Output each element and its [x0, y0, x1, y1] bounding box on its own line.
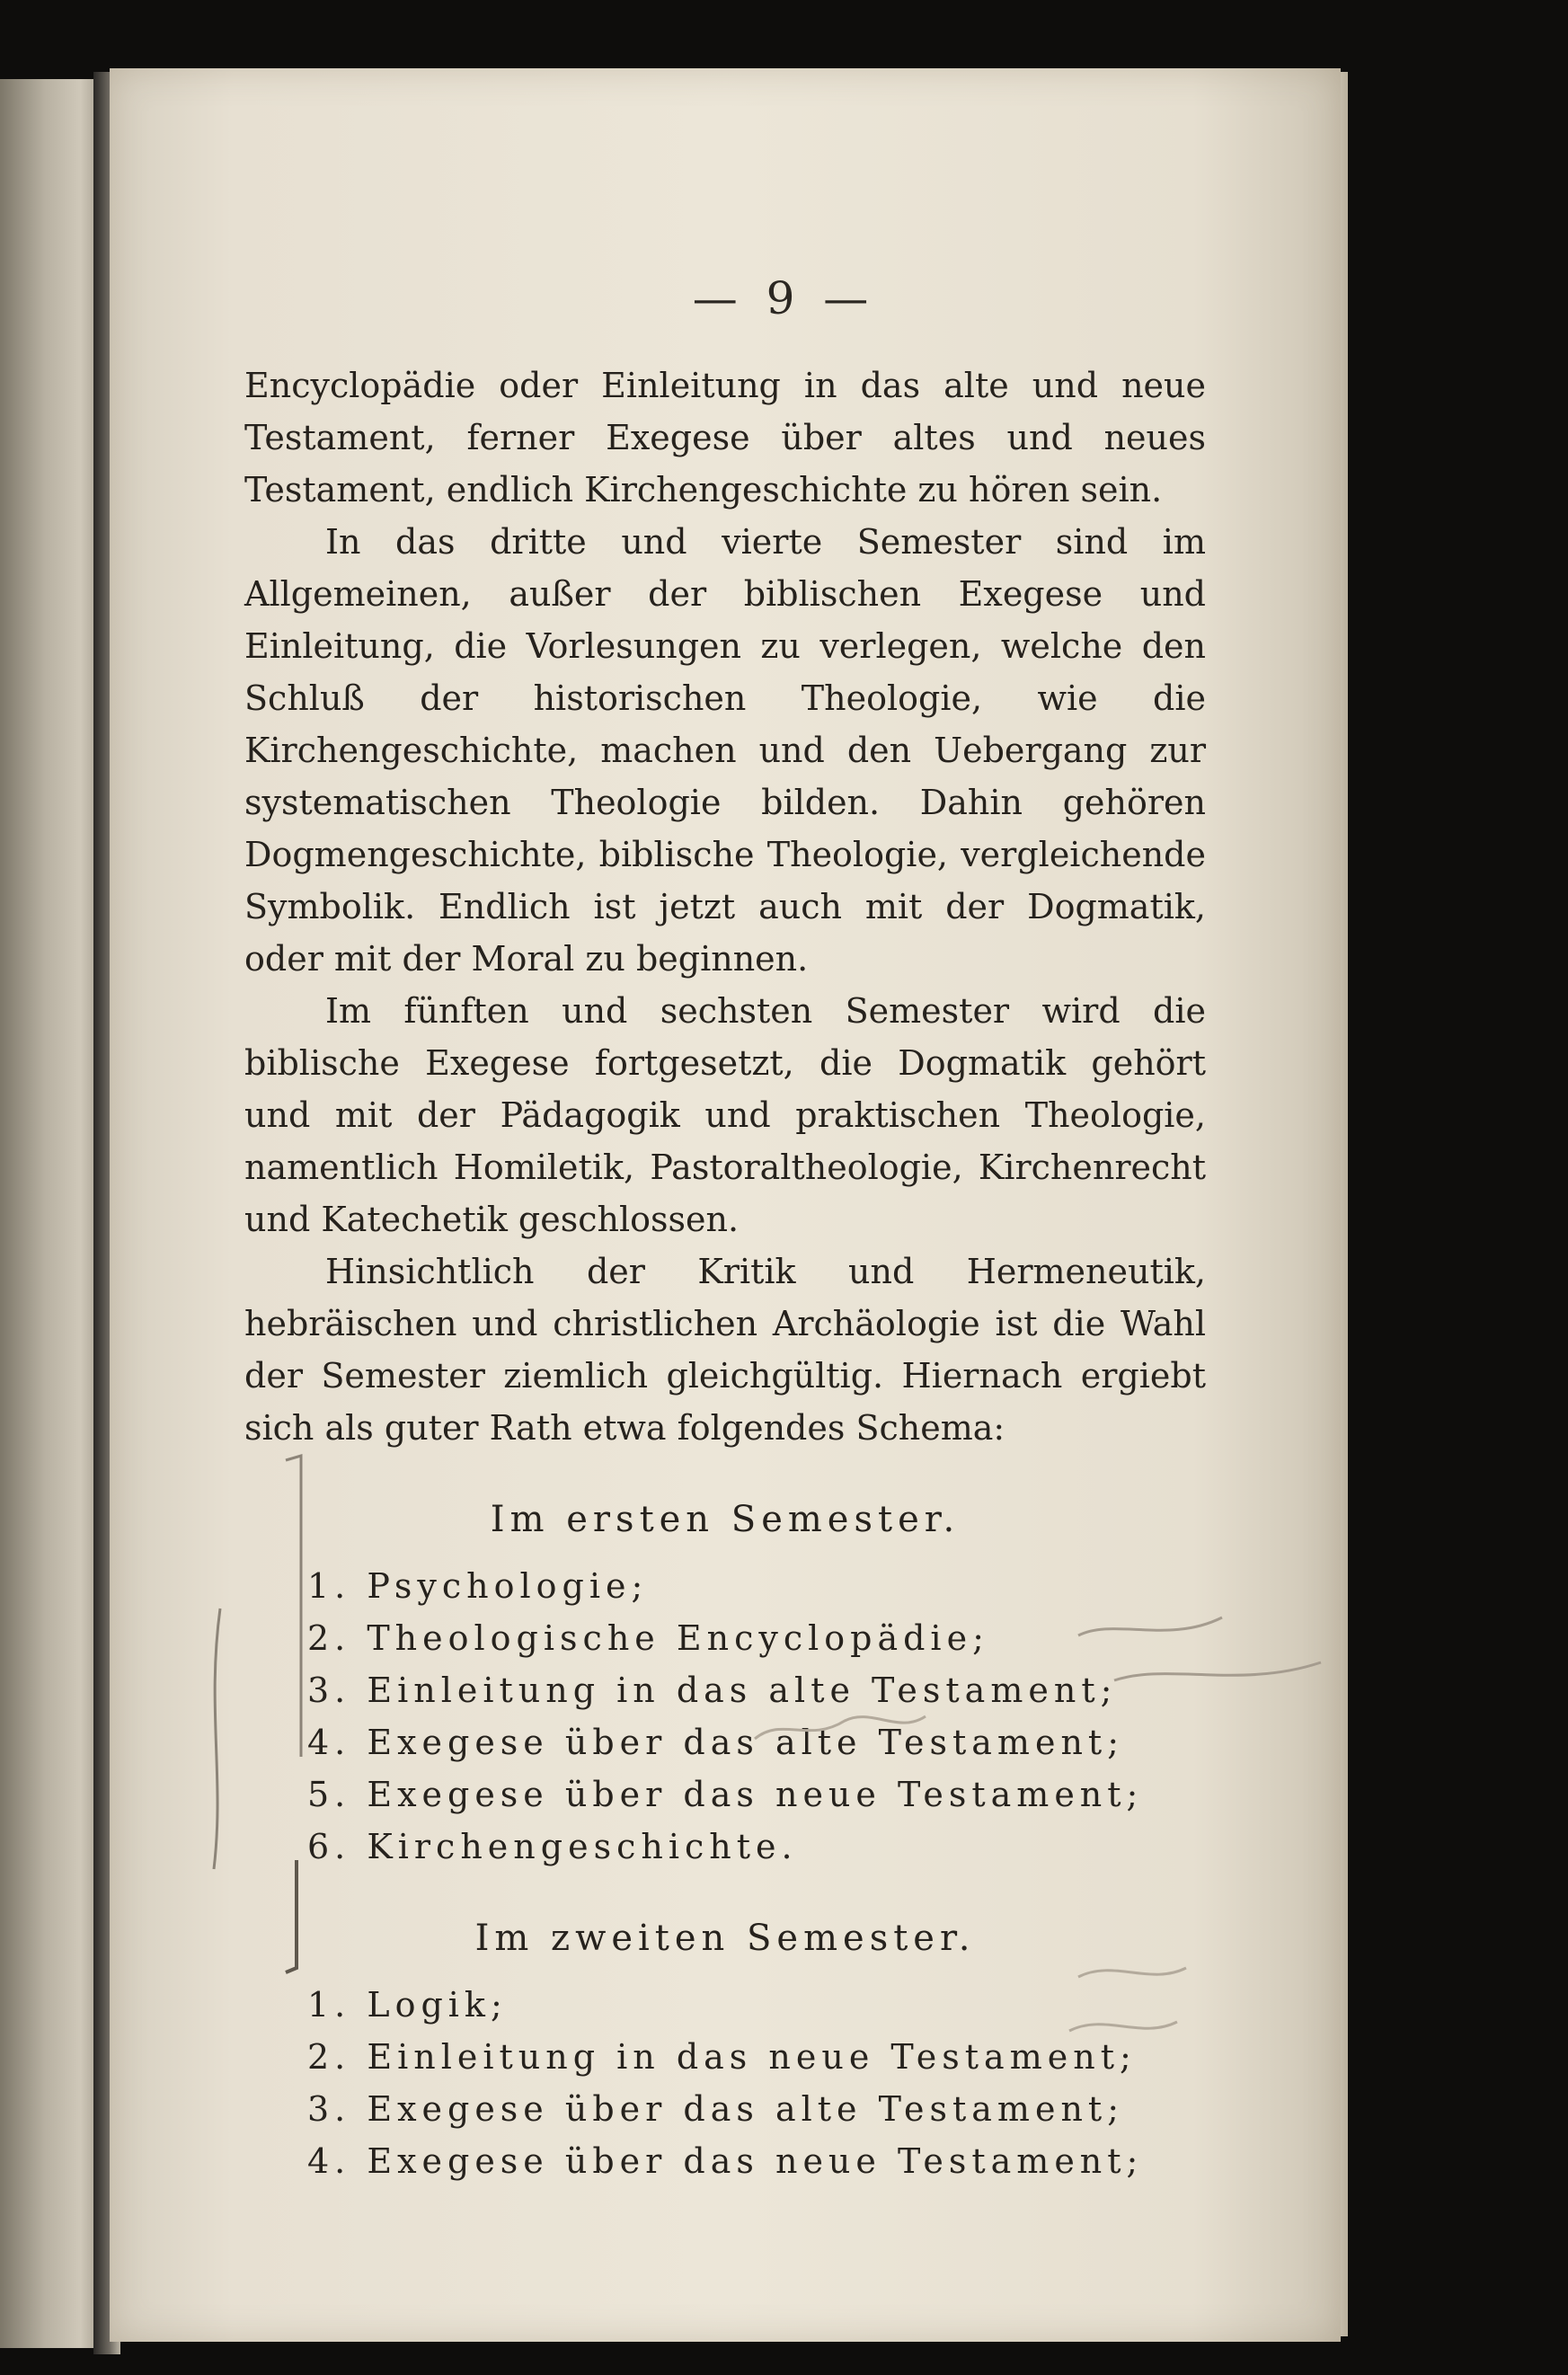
paragraph: Hinsichtlich der Kritik und Hermeneutik, hebräischen und christlichen Archäologie ist die Wahl der Semester ziemlich gleichgültig. Hiernach ergiebt sich als guter Rath etwa folgendes Schema:: [244, 1252, 1206, 1448]
section-heading: Im ersten Semester.: [490, 1499, 961, 1540]
list-item: 3. Einleitung in das alte Testament;: [307, 1670, 1118, 1710]
list-item: 4. Exegese über das alte Testament;: [307, 1723, 1124, 1762]
page-body: [244, 359, 1206, 2187]
paragraph: Encyclopädie oder Einleitung in das alte und neue Testament, ferner Exegese über altes und neues Testament, endlich Kirchengeschichte zu hören sein.: [244, 366, 1206, 510]
list-item: 6. Kirchengeschichte.: [307, 1827, 798, 1866]
page-number: — 9 —: [692, 272, 876, 324]
course-list: [244, 1560, 1206, 1873]
section-heading: Im zweiten Semester.: [474, 1918, 976, 1959]
list-item: 2. Einleitung in das neue Testament;: [307, 2037, 1137, 2077]
course-list: [244, 1979, 1206, 2187]
paragraph: Im fünften und sechsten Semester wird die biblische Exegese fortgesetzt, die Dogmatik gehört und mit der Pädagogik und praktischen Theologie, namentlich Homiletik, Pastoraltheologie, Kirchenrecht und Katechetik geschlossen.: [244, 991, 1206, 1239]
list-item: 2. Theologische Encyclopädie;: [307, 1618, 989, 1658]
paragraph: In das dritte und vierte Semester sind im Allgemeinen, außer der biblischen Exegese und Einleitung, die Vorlesungen zu verlegen, welche den Schluß der historischen Theologie, wie die Kirchengeschichte, machen und den Uebergang zur systematischen Theologie bilden. Dahin gehören Dogmengeschichte, biblische Theologie, vergleichende Symbolik. Endlich ist jetzt auch mit der Dogmatik, oder mit der Moral zu beginnen.: [244, 522, 1206, 979]
list-item: 5. Exegese über das neue Testament;: [307, 1775, 1144, 1814]
list-item: 1. Logik;: [307, 1985, 508, 2025]
left-page-edge: [0, 79, 101, 2348]
list-item: 3. Exegese über das alte Testament;: [307, 2089, 1124, 2129]
list-item: 4. Exegese über das neue Testament;: [307, 2141, 1144, 2181]
list-item: 1. Psychologie;: [307, 1566, 649, 1606]
